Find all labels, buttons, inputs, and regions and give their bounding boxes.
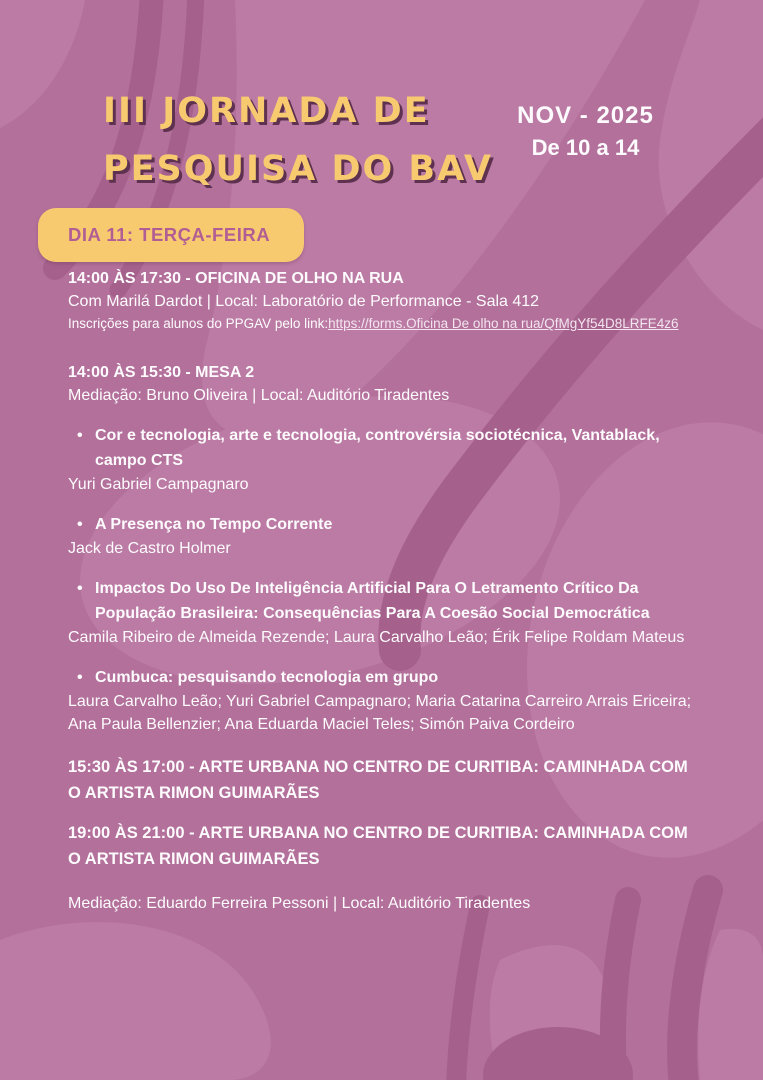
- closing-mediation: Mediação: Eduardo Ferreira Pessoni | Local: Auditório Tiradentes: [68, 895, 531, 912]
- event-walk-1: 15:30 ÀS 17:00 - ARTE URBANA NO CENTRO DE CURITIBA: CAMINHADA COM O ARTISTA RIMON GUIMARÃES: [68, 758, 688, 802]
- poster-title-line2: PESQUISA DO BAV: [103, 149, 493, 189]
- poster-title: [103, 82, 493, 198]
- talk-title: • A Presença no Tempo Corrente: [68, 512, 696, 537]
- talk-title: • Cor e tecnologia, arte e tecnologia, controvérsia sociotécnica, Vantablack, campo CTS: [68, 423, 696, 473]
- poster-title-line1: III JORNADA DE: [103, 91, 430, 131]
- event-date-range: De 10 a 14: [531, 135, 640, 160]
- registration-link[interactable]: https://forms.Oficina De olho na rua/QfMgYf54D8LRFE4z6: [328, 316, 679, 331]
- mesa-mediation: Mediação: Bruno Oliveira | Local: Auditório Tiradentes: [68, 387, 450, 404]
- day-badge-label: DIA 11: TERÇA-FEIRA: [68, 224, 271, 245]
- event-date-month: NOV - 2025: [517, 102, 654, 129]
- talk-authors: Camila Ribeiro de Almeida Rezende; Laura Carvalho Leão; Érik Felipe Roldam Mateus: [68, 629, 685, 646]
- day-badge: [38, 208, 304, 262]
- event-date: [508, 100, 663, 164]
- talk-item: [68, 423, 696, 496]
- workshop-details: Com Marilá Dardot | Local: Laboratório de Performance - Sala 412: [68, 293, 540, 310]
- talk-item: [68, 576, 696, 649]
- talk-title: • Impactos Do Uso De Inteligência Artificial Para O Letramento Crítico Da População Brasileira: Consequências Para A Coesão Social Democrática: [68, 576, 696, 626]
- workshop-registration: [68, 313, 696, 335]
- schedule-content: [68, 267, 696, 915]
- workshop-title: 14:00 ÀS 17:30 - OFICINA DE OLHO NA RUA: [68, 270, 404, 287]
- mesa-title: 14:00 ÀS 15:30 - MESA 2: [68, 364, 255, 381]
- event-walk-2: 19:00 ÀS 21:00 - ARTE URBANA NO CENTRO DE CURITIBA: CAMINHADA COM O ARTISTA RIMON GUIMARÃES: [68, 824, 688, 868]
- registration-prefix: Inscrições para alunos do PPGAV pelo link:: [68, 316, 329, 331]
- talk-authors: Yuri Gabriel Campagnaro: [68, 476, 249, 493]
- talk-authors: Jack de Castro Holmer: [68, 540, 231, 557]
- talk-item: [68, 512, 696, 560]
- talk-title: • Cumbuca: pesquisando tecnologia em grupo: [68, 665, 696, 690]
- talk-item: [68, 665, 696, 736]
- talk-authors: Laura Carvalho Leão; Yuri Gabriel Campagnaro; Maria Catarina Carreiro Arrais Ericeira; Ana Paula Bellenzier; Ana Eduarda Maciel Teles; Simón Paiva Cordeiro: [68, 693, 692, 733]
